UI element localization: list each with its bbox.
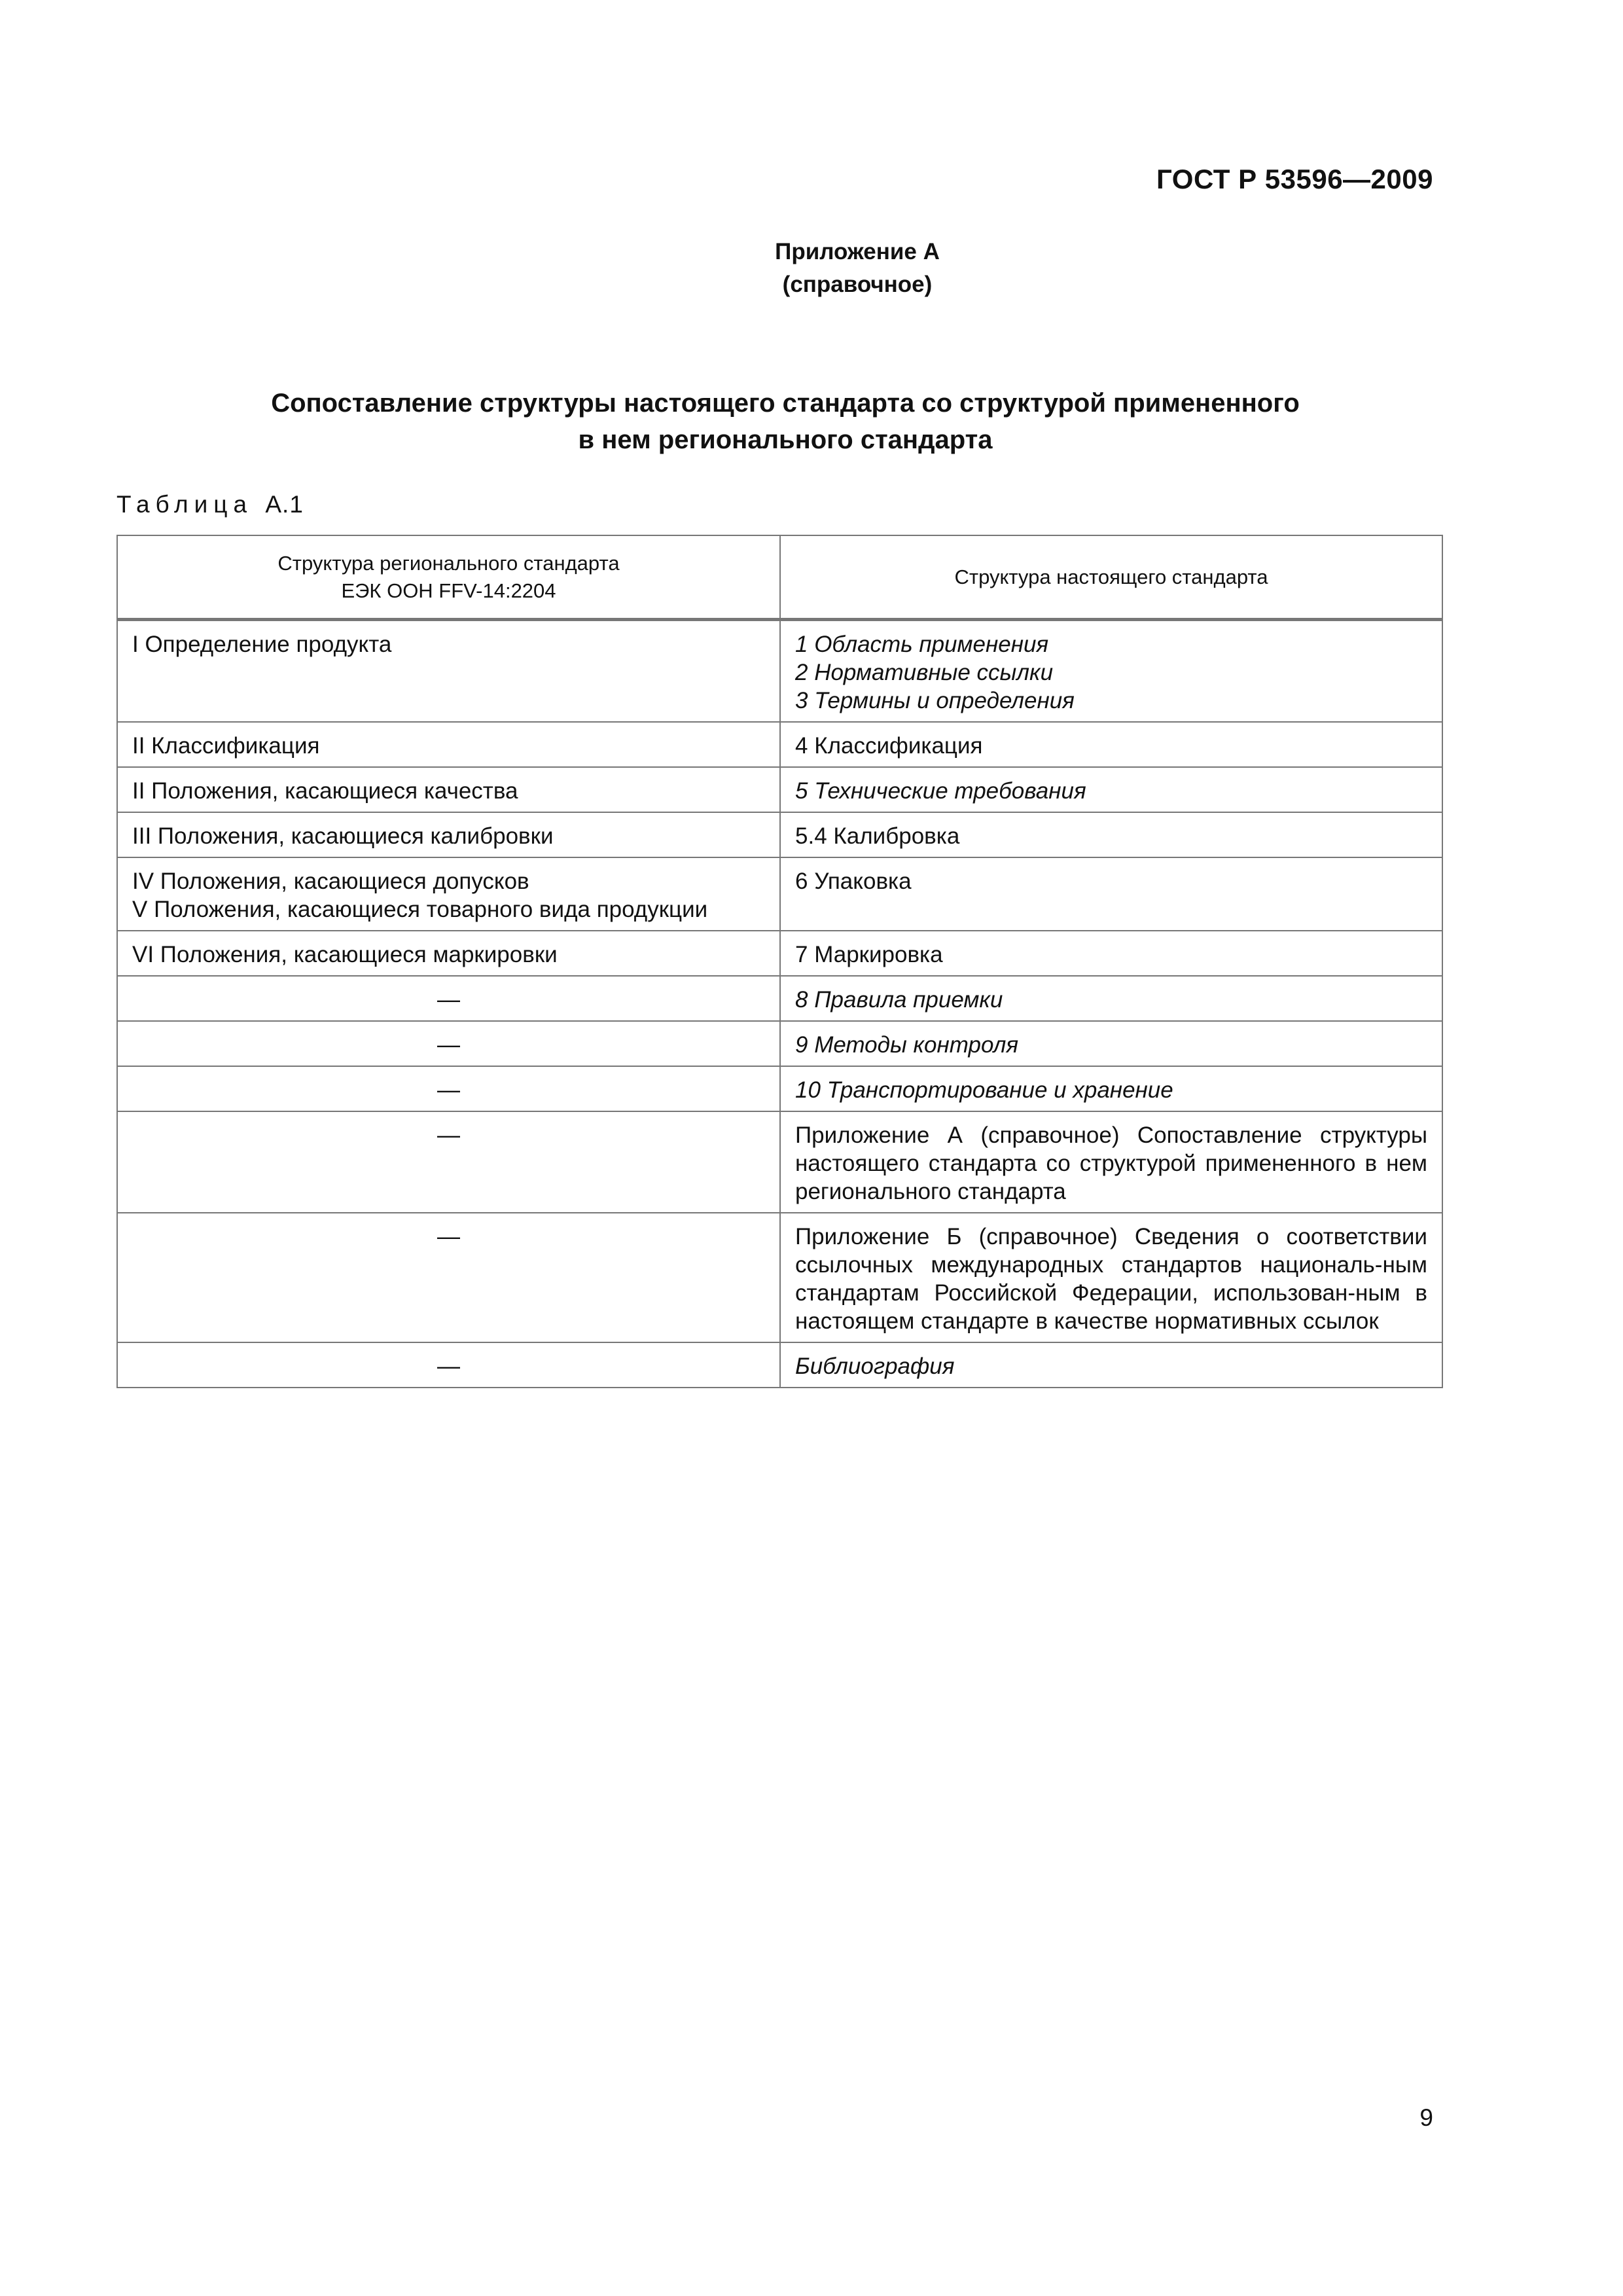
- current-standard-line: 8 Правила приемки: [795, 987, 1003, 1013]
- regional-standard-line: —: [437, 1354, 460, 1379]
- regional-standard-line: —: [437, 1122, 460, 1148]
- current-standard-cell: [780, 976, 1442, 1021]
- regional-standard-line: I Определение продукта: [132, 632, 392, 657]
- table-row: [117, 931, 1442, 976]
- current-standard-line: 3 Термины и определения: [795, 688, 1075, 713]
- regional-standard-cell: [117, 931, 780, 976]
- header-regional-standard: [117, 535, 780, 620]
- regional-standard-cell: [117, 1111, 780, 1213]
- current-standard-cell: [780, 620, 1442, 723]
- current-standard-line: 1 Область применения: [795, 632, 1049, 657]
- regional-standard-line: —: [437, 987, 460, 1013]
- table-row: [117, 976, 1442, 1021]
- current-standard-cell: [780, 931, 1442, 976]
- regional-standard-cell: [117, 1066, 780, 1111]
- regional-standard-line: II Положения, касающиеся качества: [132, 778, 518, 804]
- table-row: [117, 620, 1442, 723]
- annex-heading: [0, 236, 1623, 301]
- annex-title: Приложение А: [775, 239, 940, 264]
- regional-standard-cell: [117, 1213, 780, 1342]
- table-row: [117, 1066, 1442, 1111]
- current-standard-cell: [780, 857, 1442, 931]
- regional-standard-line: III Положения, касающиеся калибровки: [132, 823, 554, 849]
- regional-standard-line: —: [437, 1224, 460, 1249]
- table-row: [117, 1213, 1442, 1342]
- current-standard-line: 2 Нормативные ссылки: [795, 660, 1054, 685]
- current-standard-cell: [780, 812, 1442, 857]
- regional-standard-line: VI Положения, касающиеся маркировки: [132, 942, 558, 967]
- current-standard-line: 5 Технические требования: [795, 778, 1086, 804]
- structure-comparison-table: [116, 535, 1443, 1388]
- table-header-row: [117, 535, 1442, 620]
- regional-standard-cell: [117, 722, 780, 767]
- table-row: [117, 1342, 1442, 1388]
- regional-standard-cell: [117, 857, 780, 931]
- current-standard-line: 9 Методы контроля: [795, 1032, 1019, 1058]
- regional-standard-cell: [117, 812, 780, 857]
- page-number: 9: [1419, 2104, 1433, 2131]
- table-row: [117, 1021, 1442, 1066]
- regional-standard-line: V Положения, касающиеся товарного вида продукции: [132, 897, 708, 922]
- regional-standard-line: —: [437, 1032, 460, 1058]
- current-standard-cell: [780, 722, 1442, 767]
- header-regional-line-1: Структура регионального стандарта: [277, 551, 620, 575]
- current-standard-line: Библиография: [795, 1354, 955, 1379]
- table-row: [117, 1111, 1442, 1213]
- header-current-standard: Структура настоящего стандарта: [780, 535, 1442, 620]
- current-standard-cell: [780, 767, 1442, 812]
- current-standard-cell: [780, 1342, 1442, 1388]
- page-title-line-2: в нем регионального стандарта: [578, 425, 993, 454]
- table-body: [117, 620, 1442, 1388]
- annex-type: (справочное): [782, 272, 933, 297]
- table-caption-number: А.1: [265, 491, 304, 518]
- table-row: [117, 857, 1442, 931]
- regional-standard-line: II Классификация: [132, 733, 320, 759]
- header-regional-line-2: ЕЭК ООН FFV-14:2204: [341, 579, 556, 602]
- regional-standard-line: —: [437, 1077, 460, 1103]
- current-standard-line: 7 Маркировка: [795, 942, 943, 967]
- table-caption-label: Таблица: [116, 491, 253, 518]
- current-standard-cell: [780, 1213, 1442, 1342]
- table-row: [117, 722, 1442, 767]
- regional-standard-cell: [117, 976, 780, 1021]
- table-caption: [116, 491, 304, 518]
- regional-standard-cell: [117, 767, 780, 812]
- regional-standard-line: IV Положения, касающиеся допусков: [132, 869, 529, 894]
- table-row: [117, 767, 1442, 812]
- regional-standard-cell: [117, 1021, 780, 1066]
- page-title: [131, 385, 1440, 458]
- current-standard-cell: [780, 1111, 1442, 1213]
- document-code: ГОСТ Р 53596—2009: [1156, 164, 1433, 194]
- current-standard-line: 5.4 Калибровка: [795, 823, 960, 849]
- table-row: [117, 812, 1442, 857]
- current-standard-line: Приложение А (справочное) Сопоставление структуры настоящего стандарта со структурой примененного в нем регионального стандарта: [795, 1122, 1427, 1204]
- current-standard-line: 10 Транспортирование и хранение: [795, 1077, 1173, 1103]
- current-standard-cell: [780, 1066, 1442, 1111]
- current-standard-line: Приложение Б (справочное) Сведения о соответствии ссылочных международных стандартов националь-ным стандартам Российской Федерации, использован-ным в настоящем стандарте в качестве нормативных ссылок: [795, 1224, 1427, 1334]
- regional-standard-cell: [117, 620, 780, 723]
- page-title-line-1: Сопоставление структуры настоящего стандарта со структурой примененного: [271, 389, 1300, 418]
- regional-standard-cell: [117, 1342, 780, 1388]
- current-standard-line: 4 Классификация: [795, 733, 983, 759]
- current-standard-cell: [780, 1021, 1442, 1066]
- current-standard-line: 6 Упаковка: [795, 869, 912, 894]
